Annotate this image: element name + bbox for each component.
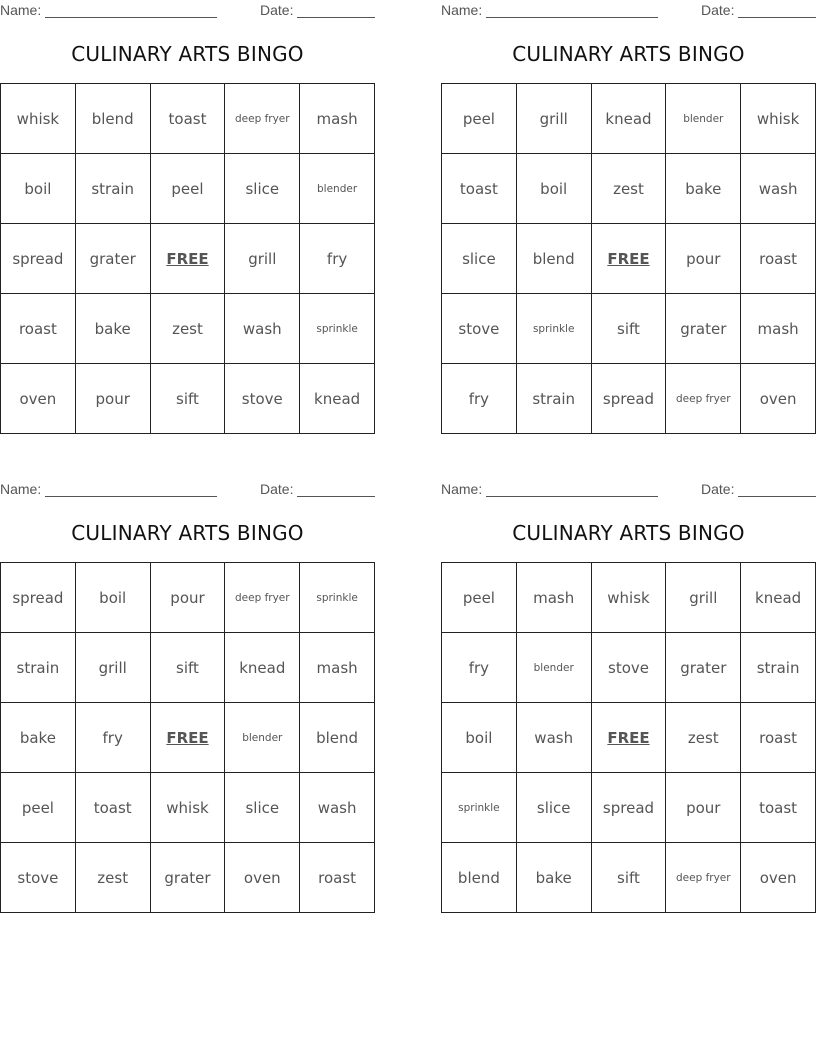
bingo-cell[interactable]: bake [1, 703, 76, 773]
bingo-cell[interactable]: zest [151, 294, 226, 364]
name-label: Name: [441, 481, 483, 497]
bingo-cell[interactable]: spread [592, 773, 667, 843]
bingo-cell[interactable]: peel [442, 563, 517, 633]
bingo-cell[interactable]: bake [517, 843, 592, 913]
bingo-cell[interactable]: stove [592, 633, 667, 703]
bingo-grid [441, 83, 816, 434]
bingo-cell[interactable]: oven [741, 364, 816, 434]
bingo-cell[interactable]: mash [741, 294, 816, 364]
bingo-cell[interactable]: sprinkle [300, 563, 375, 633]
date-label: Date: [260, 481, 294, 497]
bingo-cell[interactable]: boil [76, 563, 151, 633]
bingo-cell[interactable]: toast [151, 84, 226, 154]
bingo-cell[interactable]: bake [666, 154, 741, 224]
bingo-cell[interactable]: mash [517, 563, 592, 633]
bingo-cell[interactable]: sprinkle [300, 294, 375, 364]
name-field-line[interactable] [486, 496, 658, 497]
bingo-grid [0, 83, 375, 434]
bingo-cell[interactable]: fry [442, 364, 517, 434]
bingo-cell[interactable]: spread [1, 563, 76, 633]
bingo-cell[interactable]: pour [666, 224, 741, 294]
date-field-line[interactable] [297, 496, 375, 497]
bingo-cell[interactable]: grill [517, 84, 592, 154]
bingo-cell[interactable]: blender [666, 84, 741, 154]
bingo-cell[interactable]: stove [225, 364, 300, 434]
bingo-cell[interactable]: wash [741, 154, 816, 224]
card-header [0, 481, 375, 499]
date-label: Date: [260, 2, 294, 18]
bingo-cell[interactable]: slice [225, 773, 300, 843]
bingo-cell[interactable]: stove [1, 843, 76, 913]
bingo-cell[interactable]: deep fryer [666, 364, 741, 434]
bingo-cell[interactable]: deep fryer [225, 563, 300, 633]
bingo-cell[interactable]: roast [300, 843, 375, 913]
bingo-cell[interactable]: wash [225, 294, 300, 364]
bingo-cell[interactable]: zest [592, 154, 667, 224]
bingo-cell[interactable]: toast [442, 154, 517, 224]
bingo-cell[interactable]: sprinkle [517, 294, 592, 364]
name-label: Name: [0, 481, 42, 497]
bingo-cell[interactable]: blend [300, 703, 375, 773]
bingo-cell[interactable]: blend [517, 224, 592, 294]
bingo-cell[interactable]: blend [442, 843, 517, 913]
bingo-cell[interactable]: sift [151, 633, 226, 703]
bingo-cell[interactable]: sift [592, 294, 667, 364]
bingo-cell[interactable]: wash [517, 703, 592, 773]
bingo-card [0, 479, 375, 913]
bingo-cell[interactable]: slice [517, 773, 592, 843]
name-field-line[interactable] [486, 17, 658, 18]
bingo-card [441, 0, 816, 434]
bingo-cell[interactable]: fry [300, 224, 375, 294]
bingo-cell[interactable]: grater [666, 633, 741, 703]
bingo-cell[interactable]: roast [741, 703, 816, 773]
bingo-cell[interactable]: knead [741, 563, 816, 633]
date-field-line[interactable] [738, 496, 816, 497]
bingo-card [441, 479, 816, 913]
bingo-cell[interactable]: wash [300, 773, 375, 843]
bingo-grid [0, 562, 375, 913]
free-space-cell[interactable]: FREE [592, 703, 667, 773]
bingo-cell[interactable]: oven [225, 843, 300, 913]
bingo-cell[interactable]: grater [76, 224, 151, 294]
bingo-cell[interactable]: slice [442, 224, 517, 294]
bingo-cell[interactable]: whisk [592, 563, 667, 633]
bingo-cell[interactable]: fry [442, 633, 517, 703]
bingo-cell[interactable]: roast [1, 294, 76, 364]
name-label: Name: [0, 2, 42, 18]
name-field-line[interactable] [45, 496, 217, 497]
bingo-cell[interactable]: knead [592, 84, 667, 154]
date-field-line[interactable] [738, 17, 816, 18]
bingo-cell[interactable]: mash [300, 633, 375, 703]
free-space-cell[interactable]: FREE [151, 703, 226, 773]
bingo-cell[interactable]: spread [592, 364, 667, 434]
bingo-cell[interactable]: grater [151, 843, 226, 913]
name-field-line[interactable] [45, 17, 217, 18]
bingo-card [0, 0, 375, 434]
bingo-cell[interactable]: whisk [1, 84, 76, 154]
bingo-cell[interactable]: oven [1, 364, 76, 434]
bingo-cell[interactable]: grill [666, 563, 741, 633]
bingo-cell[interactable]: deep fryer [666, 843, 741, 913]
bingo-cell[interactable]: strain [741, 633, 816, 703]
bingo-cell[interactable]: boil [1, 154, 76, 224]
bingo-cell[interactable]: strain [517, 364, 592, 434]
bingo-cell[interactable]: peel [442, 84, 517, 154]
date-label: Date: [701, 481, 735, 497]
bingo-cell[interactable]: pour [151, 563, 226, 633]
bingo-cell[interactable]: grill [76, 633, 151, 703]
card-title: CULINARY ARTS BINGO [512, 521, 745, 545]
bingo-cell[interactable]: pour [76, 364, 151, 434]
bingo-cell[interactable]: strain [1, 633, 76, 703]
bingo-cell[interactable]: slice [225, 154, 300, 224]
bingo-cell[interactable]: grater [666, 294, 741, 364]
bingo-cell[interactable]: blender [225, 703, 300, 773]
bingo-cell[interactable]: roast [741, 224, 816, 294]
date-label: Date: [701, 2, 735, 18]
bingo-cell[interactable]: blender [517, 633, 592, 703]
card-header [441, 481, 816, 499]
bingo-grid [441, 562, 816, 913]
bingo-cell[interactable]: oven [741, 843, 816, 913]
bingo-cell[interactable]: toast [741, 773, 816, 843]
bingo-cell[interactable]: sift [592, 843, 667, 913]
date-field-line[interactable] [297, 17, 375, 18]
card-title: CULINARY ARTS BINGO [512, 42, 745, 66]
bingo-cell[interactable]: peel [1, 773, 76, 843]
bingo-cell[interactable]: toast [76, 773, 151, 843]
bingo-cell[interactable]: bake [76, 294, 151, 364]
bingo-cell[interactable]: mash [300, 84, 375, 154]
bingo-cell[interactable]: boil [442, 703, 517, 773]
name-label: Name: [441, 2, 483, 18]
bingo-cell[interactable]: knead [300, 364, 375, 434]
bingo-cell[interactable]: pour [666, 773, 741, 843]
bingo-cell[interactable]: whisk [741, 84, 816, 154]
free-space-cell[interactable]: FREE [592, 224, 667, 294]
bingo-cell[interactable]: knead [225, 633, 300, 703]
bingo-cell[interactable]: grill [225, 224, 300, 294]
card-header [441, 2, 816, 20]
bingo-cell[interactable]: blender [300, 154, 375, 224]
bingo-cell[interactable]: zest [666, 703, 741, 773]
bingo-cell[interactable]: whisk [151, 773, 226, 843]
bingo-cell[interactable]: deep fryer [225, 84, 300, 154]
bingo-cell[interactable]: zest [76, 843, 151, 913]
bingo-cell[interactable]: blend [76, 84, 151, 154]
bingo-cell[interactable]: spread [1, 224, 76, 294]
bingo-cell[interactable]: fry [76, 703, 151, 773]
bingo-cell[interactable]: sift [151, 364, 226, 434]
free-space-cell[interactable]: FREE [151, 224, 226, 294]
bingo-cell[interactable]: peel [151, 154, 226, 224]
card-title: CULINARY ARTS BINGO [71, 42, 304, 66]
bingo-cell[interactable]: stove [442, 294, 517, 364]
card-header [0, 2, 375, 20]
bingo-cell[interactable]: sprinkle [442, 773, 517, 843]
card-title: CULINARY ARTS BINGO [71, 521, 304, 545]
bingo-cell[interactable]: strain [76, 154, 151, 224]
bingo-cell[interactable]: boil [517, 154, 592, 224]
